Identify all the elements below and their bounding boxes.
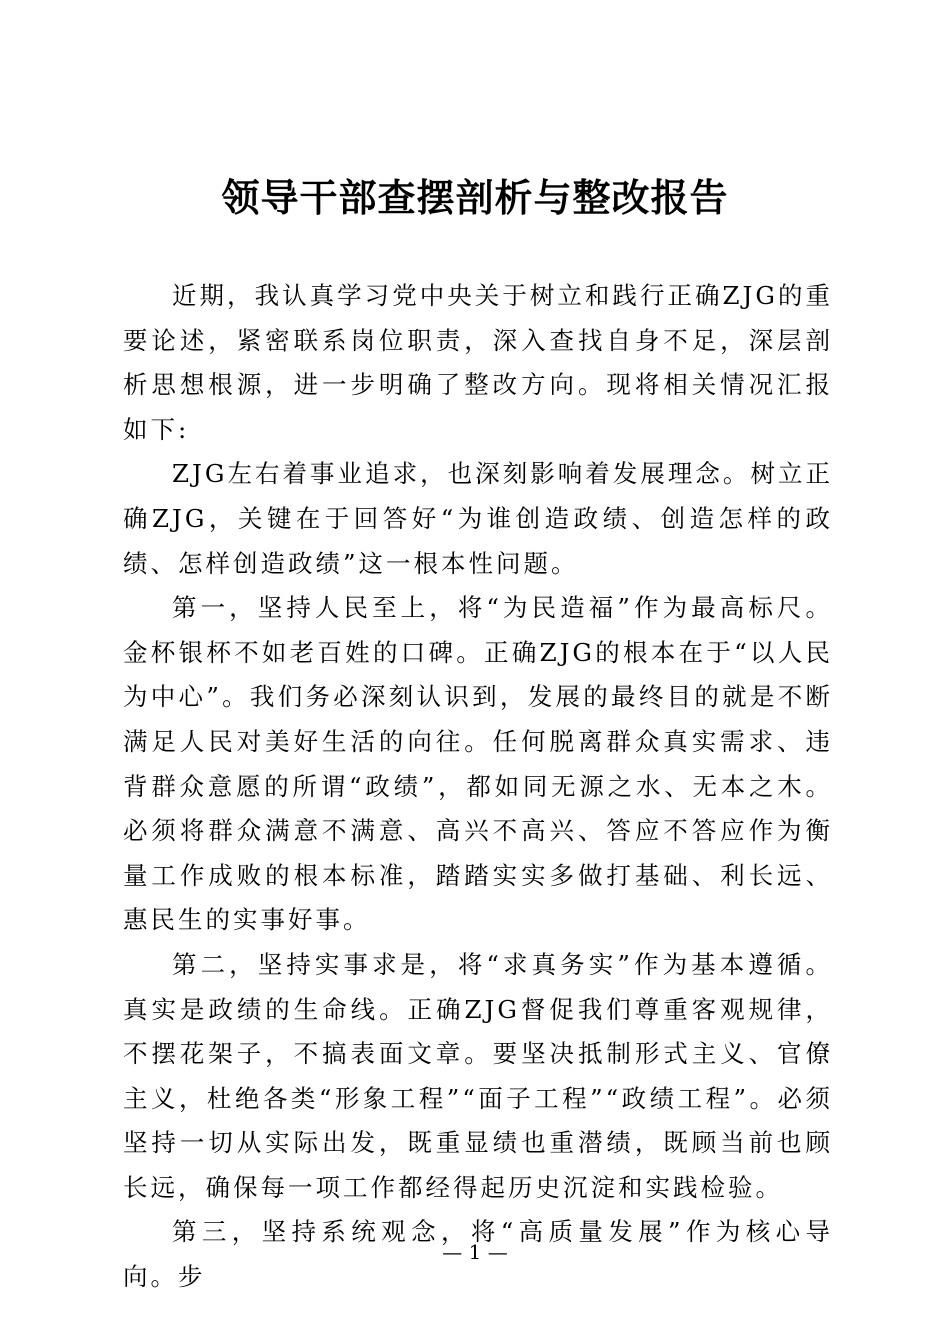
paragraph-intro: 近期，我认真学习党中央关于树立和践行正确ZJG的重要论述，紧密联系岗位职责，深入查找自身不足，深层剖析思想根源，进一步明确了整改方向。现将相关情况汇报如下: bbox=[123, 281, 833, 444]
paragraph-overview: ZJG左右着事业追求，也深刻影响着发展理念。树立正确ZJG，关键在于回答好“为谁创造政绩、创造怎样的政绩、怎样创造政绩”这一根本性问题。 bbox=[123, 459, 833, 578]
page-number: — 1 — bbox=[442, 1240, 508, 1264]
document-body bbox=[123, 274, 833, 1300]
paragraph-third: 第三，坚持系统观念，将“高质量发展”作为核心导向。步 bbox=[123, 1217, 833, 1292]
paragraph-second: 第二，坚持实事求是，将“求真务实”作为基本遵循。真实是政绩的生命线。正确ZJG督促我们尊重客观规律，不摆花架子，不搞表面文章。要坚决抵制形式主义、官僚主义，杜绝各类“形象工程”“面子工程”“政绩工程”。必须坚持一切从实际出发，既重显绩也重潜绩，既顾当前也顾长远，确保每一项工作都经得起历史沉淀和实践检验。 bbox=[123, 949, 833, 1202]
paragraph-first: 第一，坚持人民至上，将“为民造福”作为最高标尺。金杯银杯不如老百姓的口碑。正确ZJG的根本在于“以人民为中心”。我们务必深刻认识到，发展的最终目的就是不断满足人民对美好生活的向往。任何脱离群众真实需求、违背群众意愿的所谓“政绩”，都如同无源之水、无本之木。必须将群众满意不满意、高兴不高兴、答应不答应作为衡量工作成败的根本标准，踏踏实实多做打基础、利长远、惠民生的实事好事。 bbox=[123, 593, 833, 935]
document-title: 领导干部查摆剖析与整改报告 bbox=[221, 176, 729, 220]
